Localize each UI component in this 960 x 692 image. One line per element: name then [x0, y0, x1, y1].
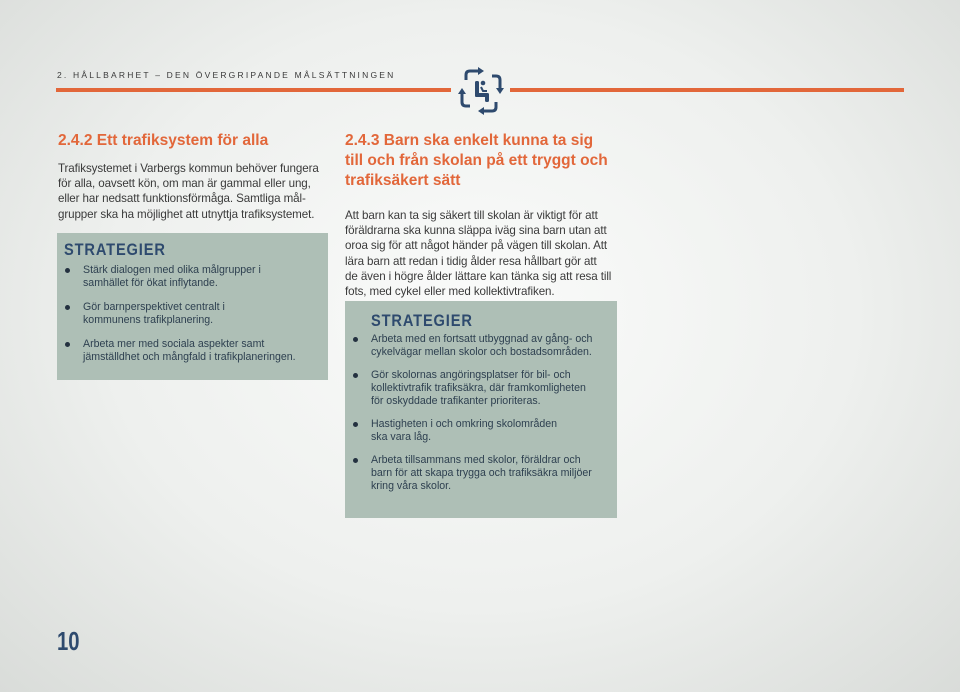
strategy-item-line: Arbeta med en fortsatt utbyggnad av gång- och: [371, 333, 593, 345]
heading-line: 2.4.3 Barn ska enkelt kunna ta sig: [345, 132, 594, 149]
strategy-item-line: Gör skolornas angöringsplatser för bil- och: [371, 369, 571, 381]
paragraph-line: Trafiksystemet i Varbergs kommun behöver fungera: [58, 162, 319, 175]
section-paragraph-right: [345, 208, 623, 299]
strategy-item-line: Arbeta tillsammans med skolor, föräldrar och: [371, 454, 581, 466]
section-heading-2-4-3: [345, 131, 625, 191]
paragraph-line: föräldrarna ska kunna släppa iväg sina barn utan att: [345, 224, 607, 238]
bullet-icon: [353, 422, 358, 427]
bullet-icon: [65, 342, 70, 347]
bullet-icon: [353, 458, 358, 463]
strategy-list: [353, 333, 611, 503]
strategy-item: [65, 338, 321, 364]
section-heading-2-4-2: 2.4.2 Ett trafiksystem för alla: [58, 132, 269, 149]
strategy-box-right: [345, 301, 617, 518]
strategy-item-line: cykelvägar mellan skolor och bostadsområden.: [371, 346, 592, 358]
strategy-item: [353, 333, 611, 359]
bullet-icon: [353, 337, 358, 342]
page-number: 10: [57, 626, 80, 656]
strategy-title: STRATEGIER: [64, 240, 166, 259]
paragraph-line: Att barn kan ta sig säkert till skolan är viktigt för att: [345, 209, 598, 222]
strategy-item-line: ska vara låg.: [371, 431, 432, 443]
strategy-item-line: Hastigheten i och omkring skolområden: [371, 418, 558, 430]
strategy-item-line: barn för att skapa trygga och trafiksäkra miljöer: [371, 467, 592, 479]
strategy-item: [353, 369, 611, 408]
strategy-box-left: [57, 233, 328, 380]
bullet-icon: [65, 305, 70, 310]
strategy-item-line: samhället för ökat inflytande.: [83, 277, 218, 289]
bullet-icon: [65, 268, 70, 273]
section-paragraph-left: [58, 161, 334, 222]
strategy-list: [65, 264, 321, 375]
header-rule-left: [56, 88, 451, 92]
strategy-item: [353, 454, 611, 493]
strategy-item-line: för oskyddade trafikanter prioriteras.: [371, 395, 541, 407]
strategy-item: [353, 418, 611, 444]
strategy-item: [65, 264, 321, 290]
paragraph-line: de även i högre ålder lättare kan tänka sig att resa till: [345, 269, 612, 283]
strategy-item-line: kommunens trafikplanering.: [83, 314, 214, 326]
paragraph-line: eller har nedsatt funktionsförmåga. Samtliga mål-: [58, 192, 306, 206]
paragraph-line: oroa sig för att något händer på vägen till skolan. Att: [345, 239, 607, 253]
running-head: 2. HÅLLBARHET – DEN ÖVERGRIPANDE MÅLSÄTTNINGEN: [57, 70, 396, 80]
strategy-item-line: jämställdhet och mångfald i trafikplaneringen.: [83, 351, 296, 363]
paragraph-line: lära barn att redan i tidig ålder resa hållbart gör att: [345, 254, 597, 268]
strategy-item-line: Gör barnperspektivet centralt i: [83, 301, 225, 313]
paragraph-line: för alla, oavsett kön, om man är gammal eller ung,: [58, 177, 311, 191]
strategy-item-line: Stärk dialogen med olika målgrupper i: [83, 264, 261, 276]
strategy-title: STRATEGIER: [371, 311, 473, 330]
strategy-item-line: kollektivtrafik trafiksäkra, där framkomligheten: [371, 382, 586, 394]
paragraph-line: fots, med cykel eller med kollektivtrafiken.: [345, 285, 555, 299]
heading-line: trafiksäkert sätt: [345, 172, 461, 189]
strategy-item-line: Arbeta mer med sociala aspekter samt: [83, 338, 265, 350]
heading-line: till och från skolan på ett tryggt och: [345, 152, 608, 169]
bullet-icon: [353, 373, 358, 378]
strategy-item-line: kring våra skolor.: [371, 480, 452, 492]
strategy-item: [65, 301, 321, 327]
seat-cycle-icon: [456, 66, 506, 116]
header-rule-right: [510, 88, 904, 92]
paragraph-line: grupper ska ha möjlighet att utnyttja trafiksystemet.: [58, 207, 315, 221]
